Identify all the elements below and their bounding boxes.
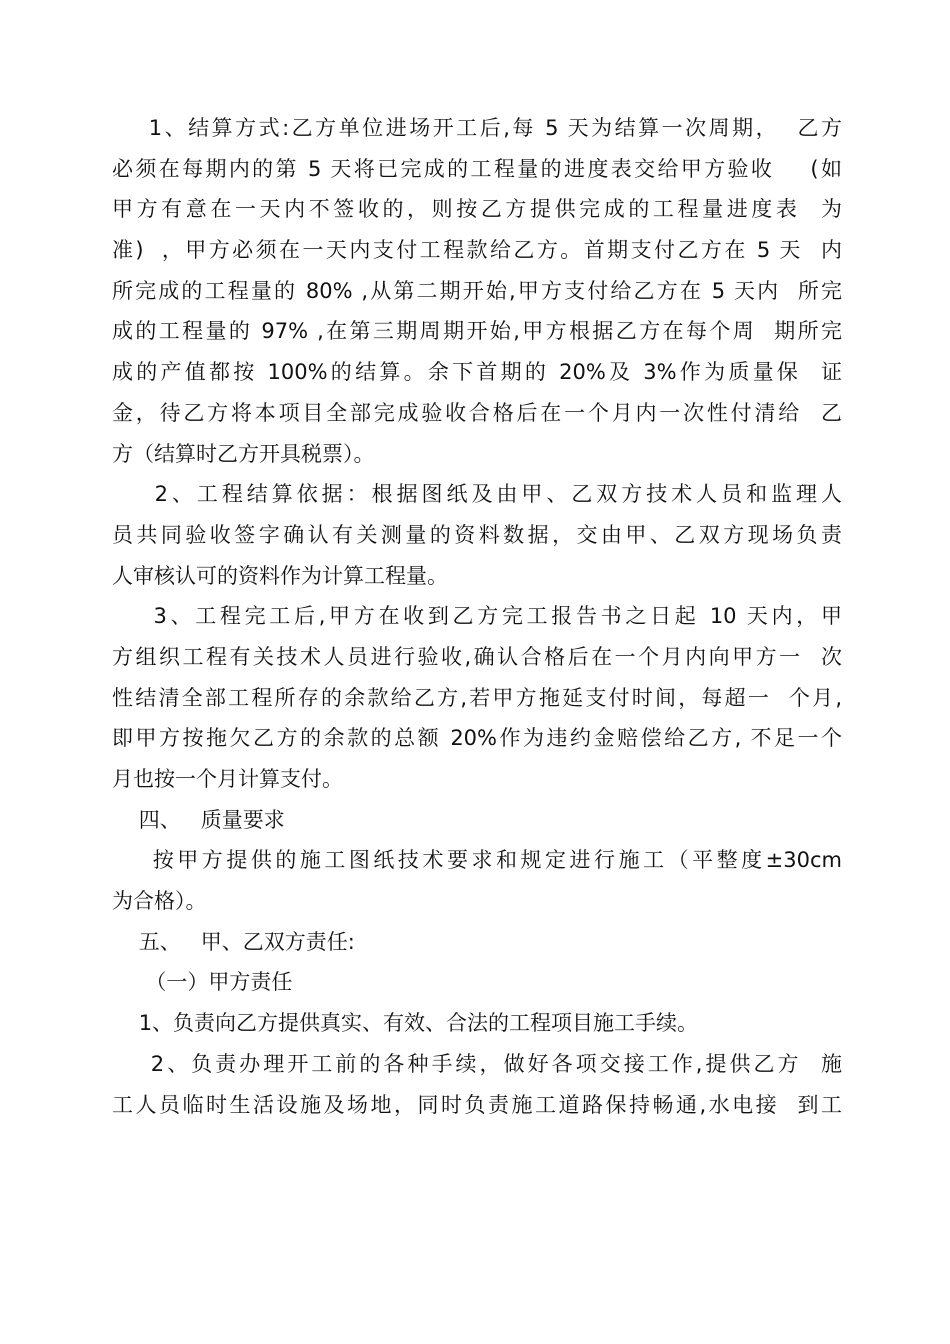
text-line: 2、负责办理开工前的各种手续，做好各项交接工作,提供乙方 施	[112, 1051, 842, 1076]
subsection-heading: （一）甲方责任	[112, 970, 293, 995]
text-line: 1、结算方式:乙方单位进场开工后,每 5 天为结算一次周期， 乙方	[112, 116, 842, 140]
text-line: 人审核认可的资料作为计算工程量。	[112, 563, 448, 588]
text-line: 金，待乙方将本项目全部完成验收合格后在一个月内一次性付清给 乙	[112, 400, 842, 425]
text-line: 成的工程量的 97% ,在第三期周期开始,甲方根据乙方在每个周 期所完	[112, 319, 842, 344]
document-body	[112, 108, 842, 1125]
text-line: 甲方有意在一天内不签收的，则按乙方提供完成的工程量进度表 为	[112, 197, 842, 222]
text-line: 工人员临时生活设施及场地，同时负责施工道路保持畅通,水电接 到工	[112, 1092, 842, 1117]
text-line: 月也按一个月计算支付。	[112, 767, 343, 791]
text-line: 3、工程完工后,甲方在收到乙方完工报告书之日起 10 天内，甲	[112, 604, 842, 629]
text-line: 方（结算时乙方开具税票）。	[112, 441, 375, 466]
text-line: 即甲方按拖欠乙方的余款的总额 20%作为违约金赔偿给乙方, 不足一个	[112, 726, 842, 751]
text-line: 员共同验收签字确认有关测量的资料数据，交由甲、乙双方现场负责	[112, 522, 842, 547]
text-line: 必须在每期内的第 5 天将已完成的工程量的进度表交给甲方验收 (如	[112, 156, 842, 181]
text-line: 性结清全部工程所存的余款给乙方,若甲方拖延支付时间，每超一 个月,	[112, 685, 842, 710]
text-line: 方组织工程有关技术人员进行验收,确认合格后在一个月内向甲方一 次	[112, 644, 842, 669]
text-line: 准) ，甲方必须在一天内支付工程款给乙方。首期支付乙方在 5 天 内	[112, 238, 842, 263]
section-heading: 四、 质量要求	[112, 807, 285, 832]
text-line: 2、工程结算依据：根据图纸及由甲、乙双方技术人员和监理人	[112, 482, 842, 507]
text-line: 成的产值都按 100%的结算。余下首期的 20%及 3%作为质量保 证	[112, 360, 842, 385]
text-line: 按甲方提供的施工图纸技术要求和规定进行施工（平整度±30cm	[112, 848, 842, 873]
text-line: 所完成的工程量的 80% ,从第二期开始,甲方支付给乙方在 5 天内 所完	[112, 278, 842, 303]
text-line: 为合格）。	[112, 889, 207, 914]
section-heading: 五、 甲、乙双方责任:	[112, 929, 355, 954]
text-line: 1、负责向乙方提供真实、有效、合法的工程项目施工手续。	[112, 1011, 699, 1036]
